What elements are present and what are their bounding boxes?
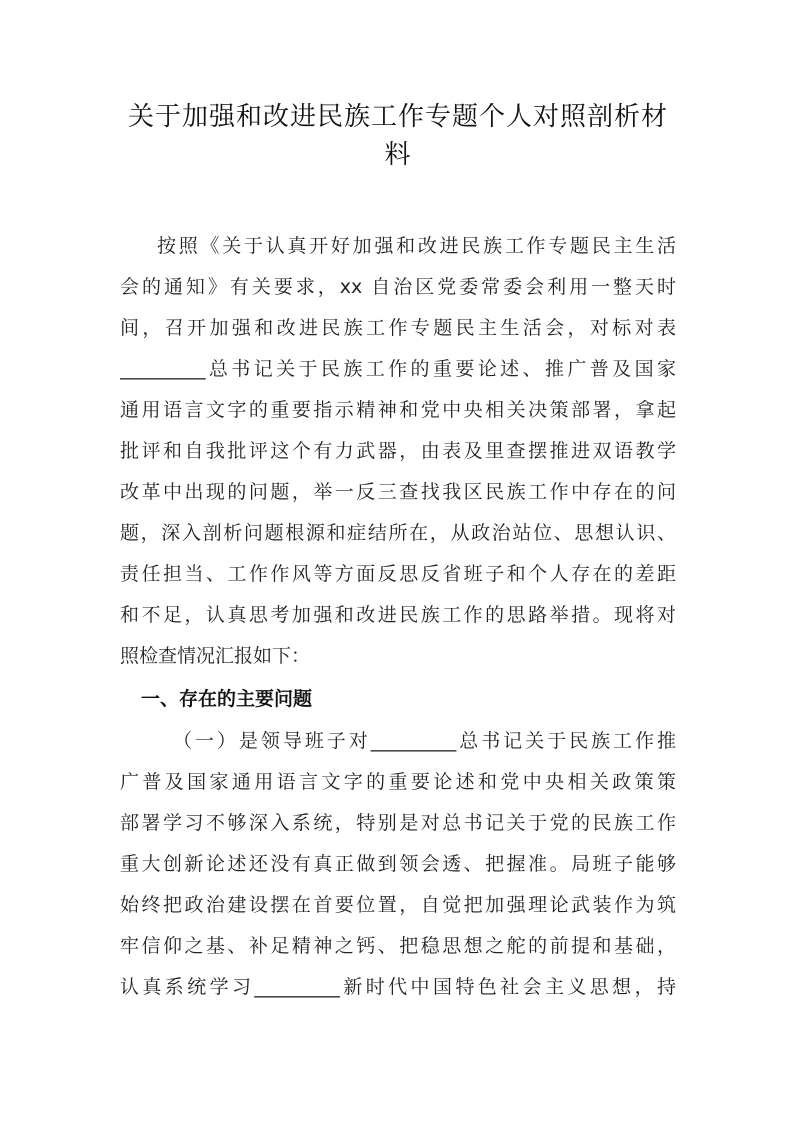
- title-line-1: 关于加强和改进民族工作专题个人对照剖析材: [127, 102, 668, 132]
- paragraph-line: 间，召开加强和改进民族工作专题民主生活会，对标对表: [120, 317, 676, 339]
- paragraph-line: 会的通知》有关要求，xx 自治区党委常委会利用一整天时: [120, 276, 676, 298]
- title-line-2: 料: [384, 140, 412, 170]
- paragraph-line: 批评和自我批评这个有力武器，由表及里查摆推进双语教学: [120, 440, 676, 462]
- document-title: [120, 98, 676, 174]
- paragraph-line: 重大创新论述还没有真正做到领会透、把握准。局班子能够: [120, 853, 676, 875]
- paragraph-line: 牢信仰之基、补足精神之钙、把稳思想之舵的前提和基础，: [120, 935, 676, 957]
- paragraph-line: _________总书记关于民族工作的重要论述、推广普及国家: [120, 358, 676, 380]
- paragraph-line: 按照《关于认真开好加强和改进民族工作专题民主生活: [157, 235, 676, 257]
- paragraph-line: 认真系统学习_________新时代中国特色社会主义思想，持: [120, 976, 676, 998]
- paragraph-line: 广普及国家通用语言文字的重要论述和党中央相关政策策: [120, 771, 676, 793]
- paragraph-line: 始终把政治建设摆在首要位置，自觉把加强理论武装作为筑: [120, 894, 676, 916]
- paragraph-line: 责任担当、工作作风等方面反思反省班子和个人存在的差距: [120, 563, 676, 585]
- paragraph-line: （一）是领导班子对_________总书记关于民族工作推: [173, 730, 676, 752]
- paragraph-line: 通用语言文字的重要指示精神和党中央相关决策部署，拿起: [120, 399, 676, 421]
- paragraph-line: 题，深入剖析问题根源和症结所在，从政治站位、思想认识、: [120, 522, 676, 544]
- section-heading: 一、存在的主要问题: [141, 688, 313, 710]
- paragraph-line: 部署学习不够深入系统，特别是对总书记关于党的民族工作: [120, 812, 676, 834]
- paragraph-line: 照检查情况汇报如下：: [120, 645, 311, 667]
- paragraph-line: 和不足，认真思考加强和改进民族工作的思路举措。现将对: [120, 604, 676, 626]
- paragraph-line: 改革中出现的问题，举一反三查找我区民族工作中存在的问: [120, 481, 676, 503]
